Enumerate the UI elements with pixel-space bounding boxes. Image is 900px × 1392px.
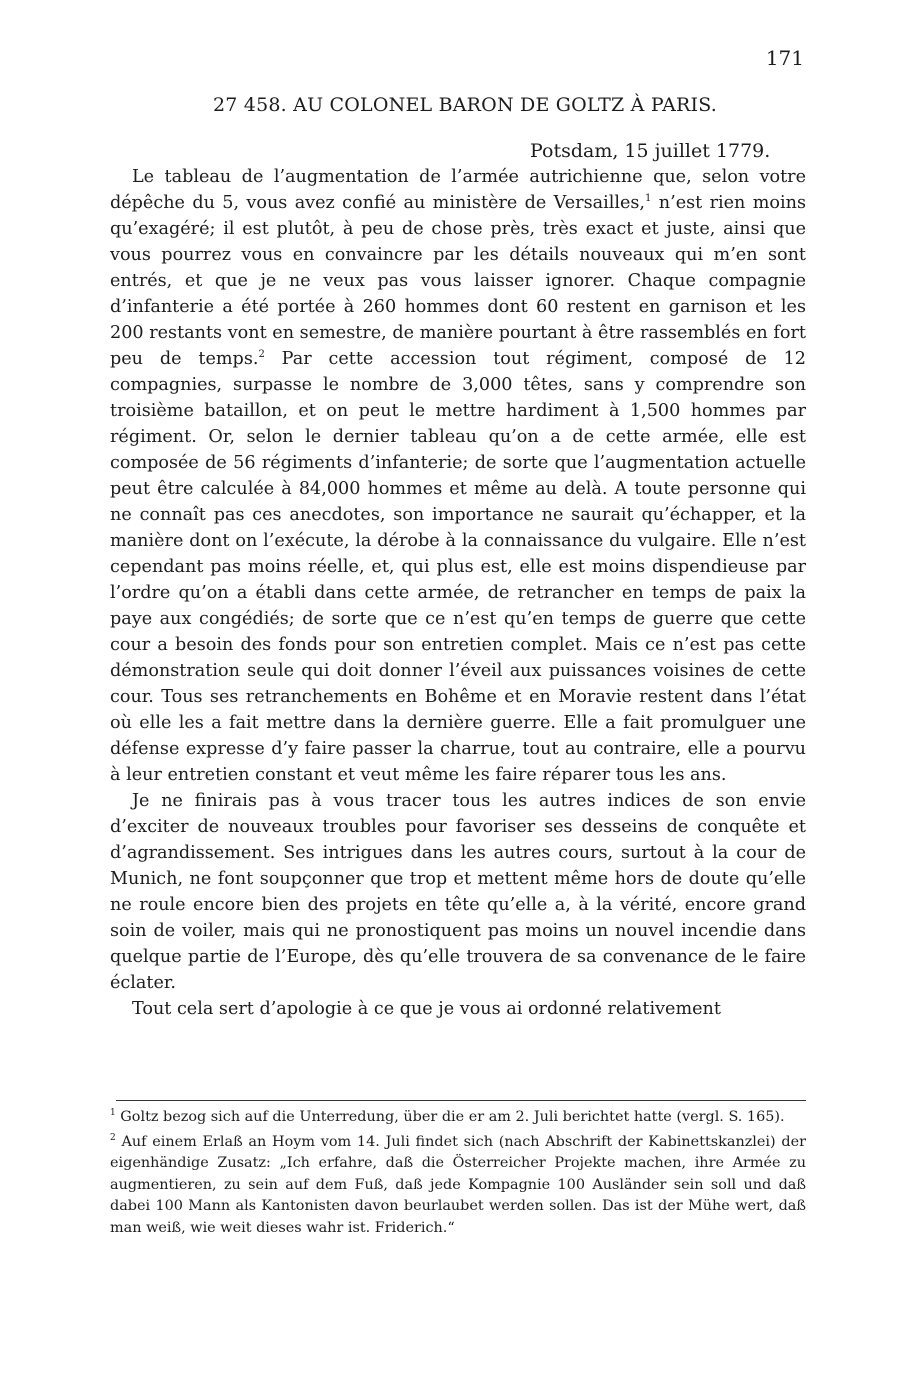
footnote-text-1: Goltz bezog sich auf die Unterredung, über die er am 2. Juli berichtet hatte (vergl. S. 165). [115, 1109, 785, 1125]
footnote-marker-2: 2 [110, 1132, 116, 1143]
footnote-text-2: Auf einem Erlaß an Hoym vom 14. Juli findet sich (nach Abschrift der Kabinettskanzlei) der eigenhändige Zusatz: „Ich erfahre, daß die Österreicher Projekte machen, ihre Armée zu augmentieren, zu sein auf dem Fuß, daß jede Kompagnie 100 Ausländer sein soll und daß dabei 100 Mann als Kantonisten davon beurlaubet werden sollen. Das ist der Mühe wert, daß man weiß, wie weit dieses wahr ist. Friderich.“ [110, 1133, 806, 1236]
footnote-divider [116, 1100, 806, 1101]
page-number: 171 [765, 46, 804, 70]
footnote-marker-1: 1 [110, 1108, 116, 1119]
paragraph-1 [110, 164, 806, 788]
paragraph-1-part-a: Le tableau de l’augmentation de l’armée autrichienne que, selon votre dépêche du 5, vous avez confié au ministère de Versailles, [110, 167, 806, 213]
dateline: Potsdam, 15 juillet 1779. [530, 140, 771, 162]
footnote-ref-2: 2 [258, 349, 265, 361]
footnote-ref-1: 1 [645, 193, 652, 205]
paragraph-2: Je ne finirais pas à vous tracer tous les autres indices de son envie d’exciter de nouveaux troubles pour favoriser ses desseins de conquête et d’agrandissement. Ses intrigues dans les autres cours, surtout à la cour de Munich, ne font soupçonner que trop et mettent même hors de doute qu’elle ne roule encore bien des projets en tête qu’elle a, à la vérité, encore grand soin de voiler, mais qui ne pronostiquent pas moins un nouvel incendie dans quelque partie de l’Europe, dès qu’elle trouvera de sa convenance de le faire éclater. [110, 791, 806, 993]
footnotes [110, 1107, 806, 1242]
paragraph-1-part-c: Par cette accession tout régiment, composé de 12 compagnies, surpasse le nombre de 3,000 têtes, sans y comprendre son troisième bataillon, et on peut le mettre hardiment à 1,500 hommes par régiment. Or, selon le dernier tableau qu’on a de cette armée, elle est composée de 56 régiments d’infanterie; de sorte que l’augmentation actuelle peut être calculée à 84,000 hommes et même au delà. A toute personne qui ne connaît pas ces anecdotes, son importance ne saurait qu’échapper, et la manière dont on l’exécute, la dérobe à la connaissance du vulgaire. Elle n’est cependant pas moins réelle, et, qui plus est, elle est moins dispendieuse par l’ordre qu’on a établi dans cette armée, de retrancher en temps de paix la paye aux congédiés; de sorte que ce n’est qu’en temps de guerre que cette cour a besoin des fonds pour son entretien complet. Mais ce n’est pas cette démonstration seule qui doit donner l’éveil aux puissances voisines de cette cour. Tous ses retranchements en Bohême et en Moravie restent dans l’état où elle les a fait mettre dans la dernière guerre. Elle a fait promulguer une défense expresse d’y faire passer la charrue, tout au contraire, elle a pourvu à leur entretien constant et veut même les faire réparer tous les ans. [110, 349, 806, 785]
letter-heading: 27 458. AU COLONEL BARON DE GOLTZ À PARIS. [212, 94, 717, 116]
paragraph-1-part-b: n’est rien moins qu’exagéré; il est plutôt, à peu de chose près, très exact et juste, ainsi que vous pourrez vous en convaincre par les détails nouveaux qui m’en sont entrés, et que je ne veux pas vous laisser ignorer. Chaque compagnie d’infanterie a été portée à 260 hommes dont 60 restent en garnison et les 200 restants vont en semestre, de manière pourtant à être rassemblés en fort peu de temps. [110, 193, 806, 369]
footnote-1 [110, 1107, 806, 1129]
paragraph-3: Tout cela sert d’apologie à ce que je vous ai ordonné relativement [132, 999, 721, 1019]
letter-body [110, 164, 806, 1022]
footnote-2 [110, 1132, 806, 1240]
